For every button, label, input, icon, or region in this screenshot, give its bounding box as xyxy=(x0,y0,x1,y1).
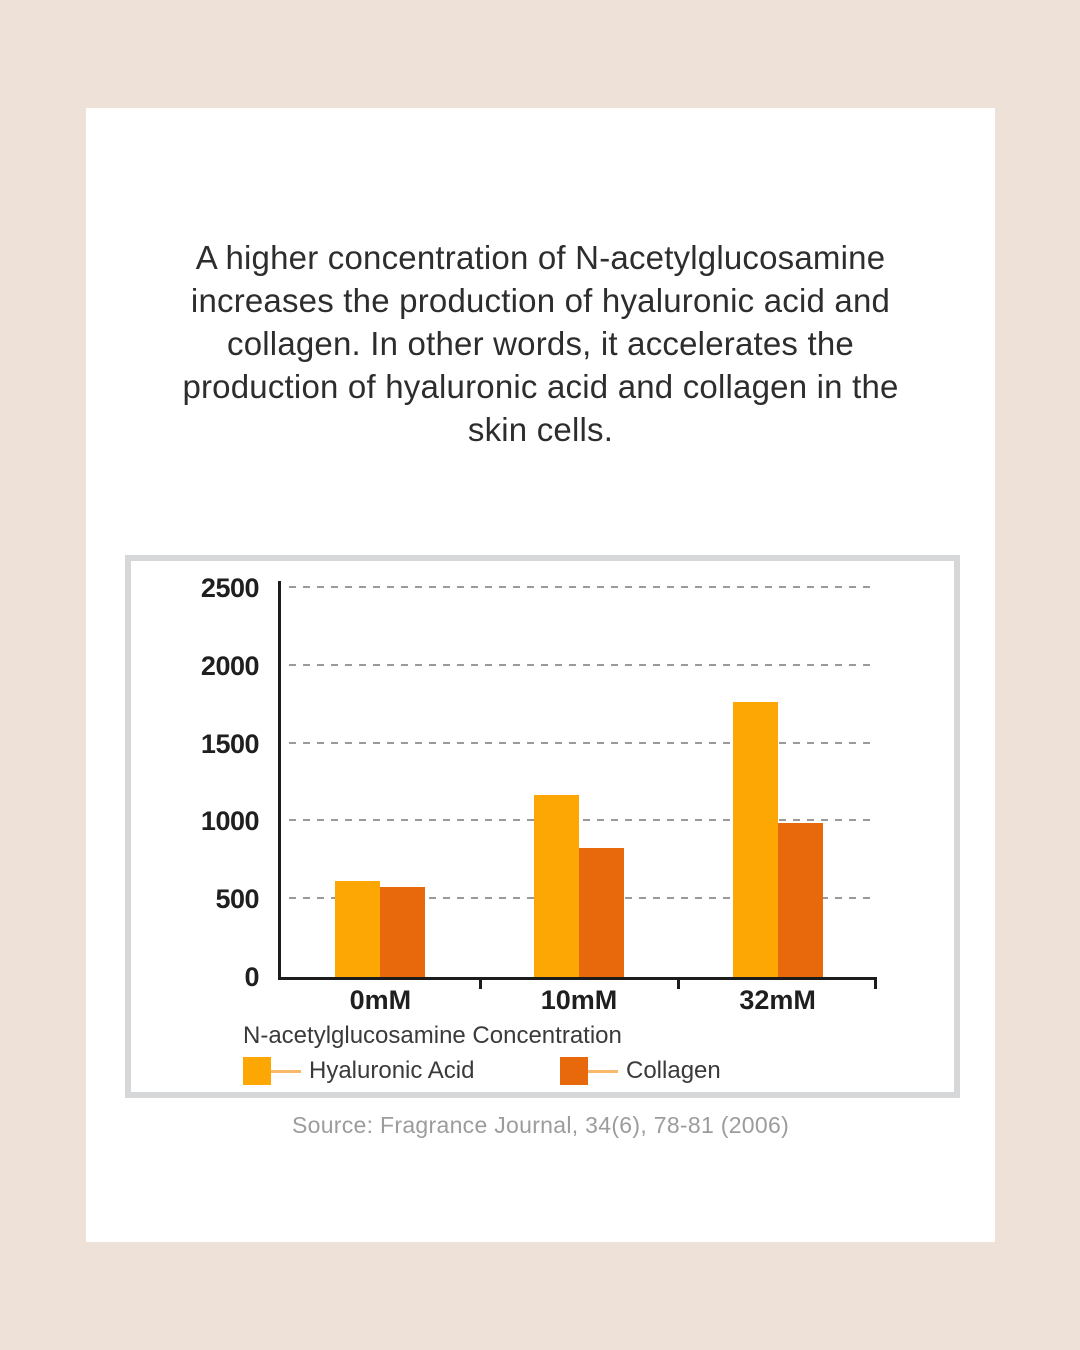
heading-line-4: production of hyaluronic acid and collagen in the xyxy=(182,368,899,405)
bar-collagen-10mM xyxy=(579,848,624,977)
infographic-card xyxy=(86,108,995,1242)
x-axis-label-32mM: 32mM xyxy=(739,985,816,1015)
heading-line-3: collagen. In other words, it accelerates the xyxy=(227,325,854,362)
bar-hyaluronic-acid-10mM xyxy=(534,795,579,977)
legend-item-hyaluronic-acid xyxy=(243,1057,474,1085)
bar-collagen-32mM xyxy=(778,823,823,977)
x-axis-label-10mM: 10mM xyxy=(540,985,618,1015)
legend-connector-line xyxy=(588,1070,618,1073)
heading-line-2: increases the production of hyaluronic acid and xyxy=(190,282,891,319)
legend-label-hyaluronic-acid: Hyaluronic Acid xyxy=(309,1057,475,1084)
x-axis-title: N-acetylglucosamine Concentration xyxy=(243,1022,622,1049)
x-axis-label-0mM: 0mM xyxy=(349,985,412,1015)
legend-connector-line xyxy=(271,1070,301,1073)
legend-swatch-collagen xyxy=(560,1057,588,1085)
source-citation: Source: Fragrance Journal, 34(6), 78-81 (2006) xyxy=(291,1112,790,1138)
bar-hyaluronic-acid-32mM xyxy=(733,702,778,977)
legend-item-collagen xyxy=(560,1057,721,1085)
y-axis-label-1000: 1000 xyxy=(200,806,259,837)
legend-label-collagen: Collagen xyxy=(626,1057,721,1084)
y-axis-label-1500: 1500 xyxy=(200,728,259,759)
plot-area xyxy=(278,581,877,980)
y-axis-label-2000: 2000 xyxy=(200,650,259,681)
y-axis-label-500: 500 xyxy=(215,884,259,915)
heading xyxy=(86,236,995,451)
heading-line-5: skin cells. xyxy=(467,411,614,448)
bar-group-0mM xyxy=(281,581,480,977)
bar-group-10mM xyxy=(480,581,679,977)
bar-collagen-0mM xyxy=(380,887,425,977)
y-axis-label-0: 0 xyxy=(244,962,259,992)
heading-line-1: A higher concentration of N-acetylglucosamine xyxy=(195,239,886,276)
chart-panel xyxy=(125,555,960,1098)
legend-swatch-hyaluronic-acid xyxy=(243,1057,271,1085)
bar-hyaluronic-acid-0mM xyxy=(335,881,380,977)
bar-group-32mM xyxy=(678,581,877,977)
y-axis-label-2500: 2500 xyxy=(200,573,259,603)
